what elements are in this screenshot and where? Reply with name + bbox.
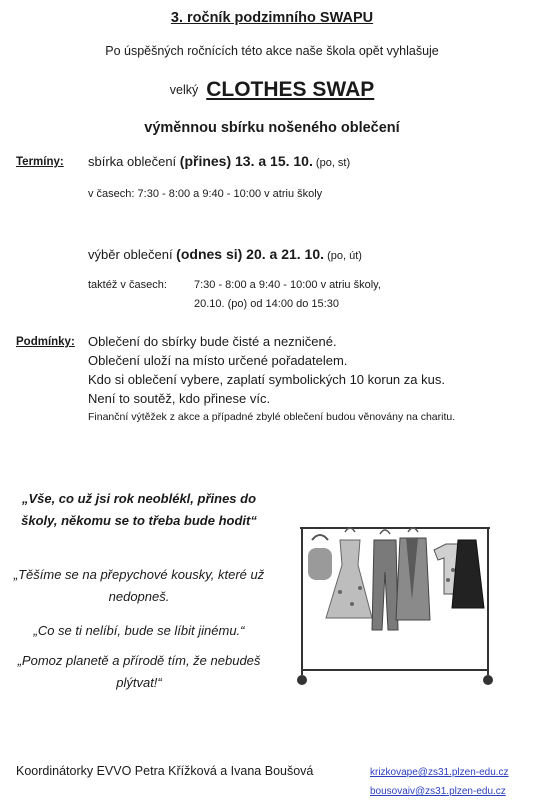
pickup-times-2: 20.10. (po) od 14:00 do 15:30	[194, 298, 339, 310]
quote-3: „Co se ti nelíbí, bude se líbit jinému.“	[33, 623, 245, 638]
quote-4: „Pomoz planetě a přírodě tím, že nebudeš plýtvat!“	[17, 653, 261, 690]
pickup-text: výběr oblečení	[88, 247, 177, 262]
clothes-rack-icon	[290, 510, 500, 690]
email-link[interactable]: bousovaiv@zs31.plzen-edu.cz	[370, 786, 506, 797]
collection-text: sbírka oblečení	[88, 154, 180, 169]
condition-item: Oblečení do sbírky bude čisté a nezničené.	[88, 334, 337, 349]
headline-main: CLOTHES SWAP	[206, 78, 375, 101]
pickup-times-1: 7:30 - 8:00 a 9:40 - 10:00 v atriu školy,	[194, 279, 381, 291]
collection-times: v časech: 7:30 - 8:00 a 9:40 - 10:00 v atriu školy	[88, 188, 323, 200]
condition-item: Kdo si oblečení vybere, zaplatí symbolických 10 korun za kus.	[88, 372, 445, 387]
headline-prefix: velký	[169, 83, 199, 97]
quote-2: „Těšíme se na přepychové kousky, které už nedopneš.	[13, 567, 265, 604]
intro-text: Po úspěšných ročnících této akce naše škola opět vyhlašuje	[105, 44, 439, 58]
condition-item: Není to soutěž, kdo přinese víc.	[88, 391, 271, 406]
pickup-line	[88, 246, 362, 262]
clothes-rack-illustration	[290, 510, 500, 690]
collection-days: (po, st)	[312, 157, 351, 169]
pickup-dates: (odnes si) 20. a 21. 10.	[176, 246, 325, 262]
conditions-list	[88, 332, 445, 408]
pickup-also-label: taktéž v časech:	[88, 279, 167, 291]
collection-line	[88, 153, 350, 169]
coordinators: Koordinátorky EVVO Petra Křížková a Ivana Boušová	[16, 764, 314, 778]
email-link[interactable]: krizkovape@zs31.plzen-edu.cz	[370, 767, 509, 778]
pickup-days: (po, út)	[324, 250, 362, 262]
subheading: výměnnou sbírku nošeného oblečení	[144, 120, 400, 136]
terms-label: Termíny:	[16, 156, 64, 168]
headline	[0, 78, 544, 102]
charity-note: Finanční výtěžek z akce a případné zbylé oblečení budou věnovány na charitu.	[88, 411, 456, 423]
condition-item: Oblečení uloží na místo určené pořadatelem.	[88, 353, 348, 368]
quote-1: „Vše, co už jsi rok neoblékl, přines do školy, někomu se to třeba bude hodit“	[21, 491, 257, 528]
collection-dates: (přines) 13. a 15. 10.	[179, 153, 313, 169]
poster-title: 3. ročník podzimního SWAPU	[170, 10, 374, 26]
conditions-label: Podmínky:	[16, 336, 75, 348]
